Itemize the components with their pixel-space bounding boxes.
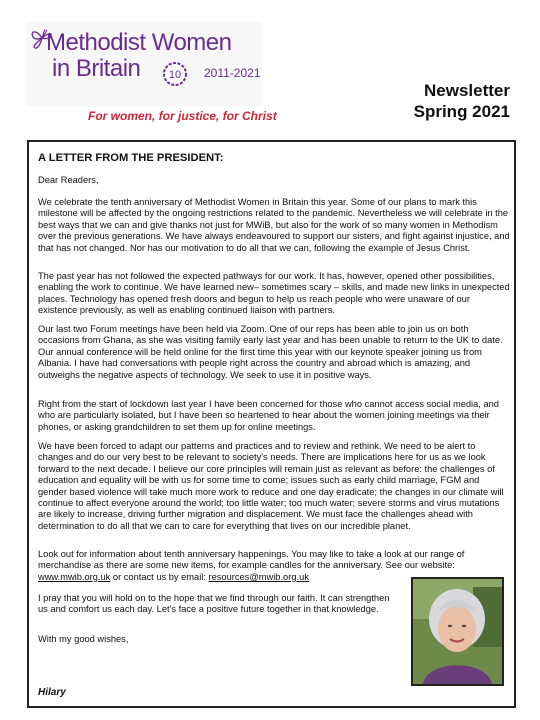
- portrait-image: [413, 579, 502, 684]
- paragraph-2: The past year has not followed the expected pathways for our work. It has, however, opened other possibilities, enabling the work to continue. We have learned new– sometimes scary – skills, and made new links in unexpected places. Technology has opened fresh doors and begun to help us reach people who were unaware of our existence previously, as well as enabling continued liaison with partners.: [38, 271, 510, 316]
- letter-heading: A LETTER FROM THE PRESIDENT:: [38, 152, 224, 164]
- paragraph-1: We celebrate the tenth anniversary of Methodist Women in Britain this year. Some of our plans to mark this milestone will be affected by the ongoing restrictions related to the pandemic. Nevertheless we will celebrate in the best ways that we can and give thanks not just for MWiB, but also for the work of so many women in Methodism over the previous generations. We have always endeavoured to support our sisters, and fight against injustice, and that has not changed. Nor has our motivation to do all that we can, following the example of Jesus Christ.: [38, 197, 510, 253]
- closing: With my good wishes,: [38, 634, 129, 644]
- anniversary-badge-icon: [162, 61, 188, 87]
- newsletter-title-block: [414, 80, 510, 122]
- badge-number: 10: [168, 69, 182, 81]
- tagline: For women, for justice, for Christ: [88, 109, 277, 123]
- president-photo: [411, 577, 504, 686]
- newsletter-title: Newsletter: [424, 81, 510, 100]
- paragraph-5: We have been forced to adapt our patterns and practices and to review and rethink. We need to be alert to changes and do our very best to be relevant to society's needs. There are implications here for us as we look forward to the next decade. I believe our core principles will remain just as relevant as before: the challenges of education and equality will be with us for some time to come; issues such as early child marriage, FGM and gender based violence will take much more work to reduce and one day eradicate; the changes in our climate will continue to affect everyone around the world; too little water; too much water; severe storms and virus mutations are likely to increase, driving further migration and displacement. We must face the challenges ahead with determination to do all that we can to care for everything that lives on our incredible planet.: [38, 441, 504, 531]
- logo-text-line1: Methodist Women: [46, 29, 232, 56]
- paragraph-4: Right from the start of lockdown last year I have been concerned for those who cannot access social media, and who are particularly isolated, but I have been so heartened to hear about the women joining meetings via their phones, or asking grandchildren to set them up for online meetings.: [38, 399, 499, 432]
- paragraph-6-middle: or contact us by email:: [110, 571, 209, 582]
- logo-years: 2011-2021: [204, 66, 261, 80]
- website-link[interactable]: www.mwib.org.uk: [38, 571, 111, 582]
- email-link[interactable]: resources@mwib.org.uk: [208, 571, 309, 582]
- signature: Hilary: [38, 687, 66, 698]
- paragraph-7: I pray that you will hold on to the hope that we find through our faith. It can strengthen us and comfort us each day. Let's face a positive future together in that knowledge.: [38, 593, 390, 615]
- logo-text-line2: in Britain: [52, 55, 141, 82]
- greeting: Dear Readers,: [38, 175, 99, 185]
- paragraph-3: Our last two Forum meetings have been held via Zoom. One of our reps has been able to join us on both occasions from Ghana, as she was visiting family early last year and has been unable to return to the UK to date. Our annual conference will be held online for the first time this year with our keynote speaker joining us from Albania. I have had conversations with people right across the country and abroad which is amazing, and outweighs the negative aspects of technology. We seek to use it in positive ways.: [38, 324, 503, 380]
- newsletter-issue: Spring 2021: [413, 102, 510, 121]
- paragraph-6-text: Look out for information about tenth anniversary happenings. You may like to take a look at our range of merchandise as there are some new items, for example candles for the anniversary. See our website:: [38, 549, 465, 571]
